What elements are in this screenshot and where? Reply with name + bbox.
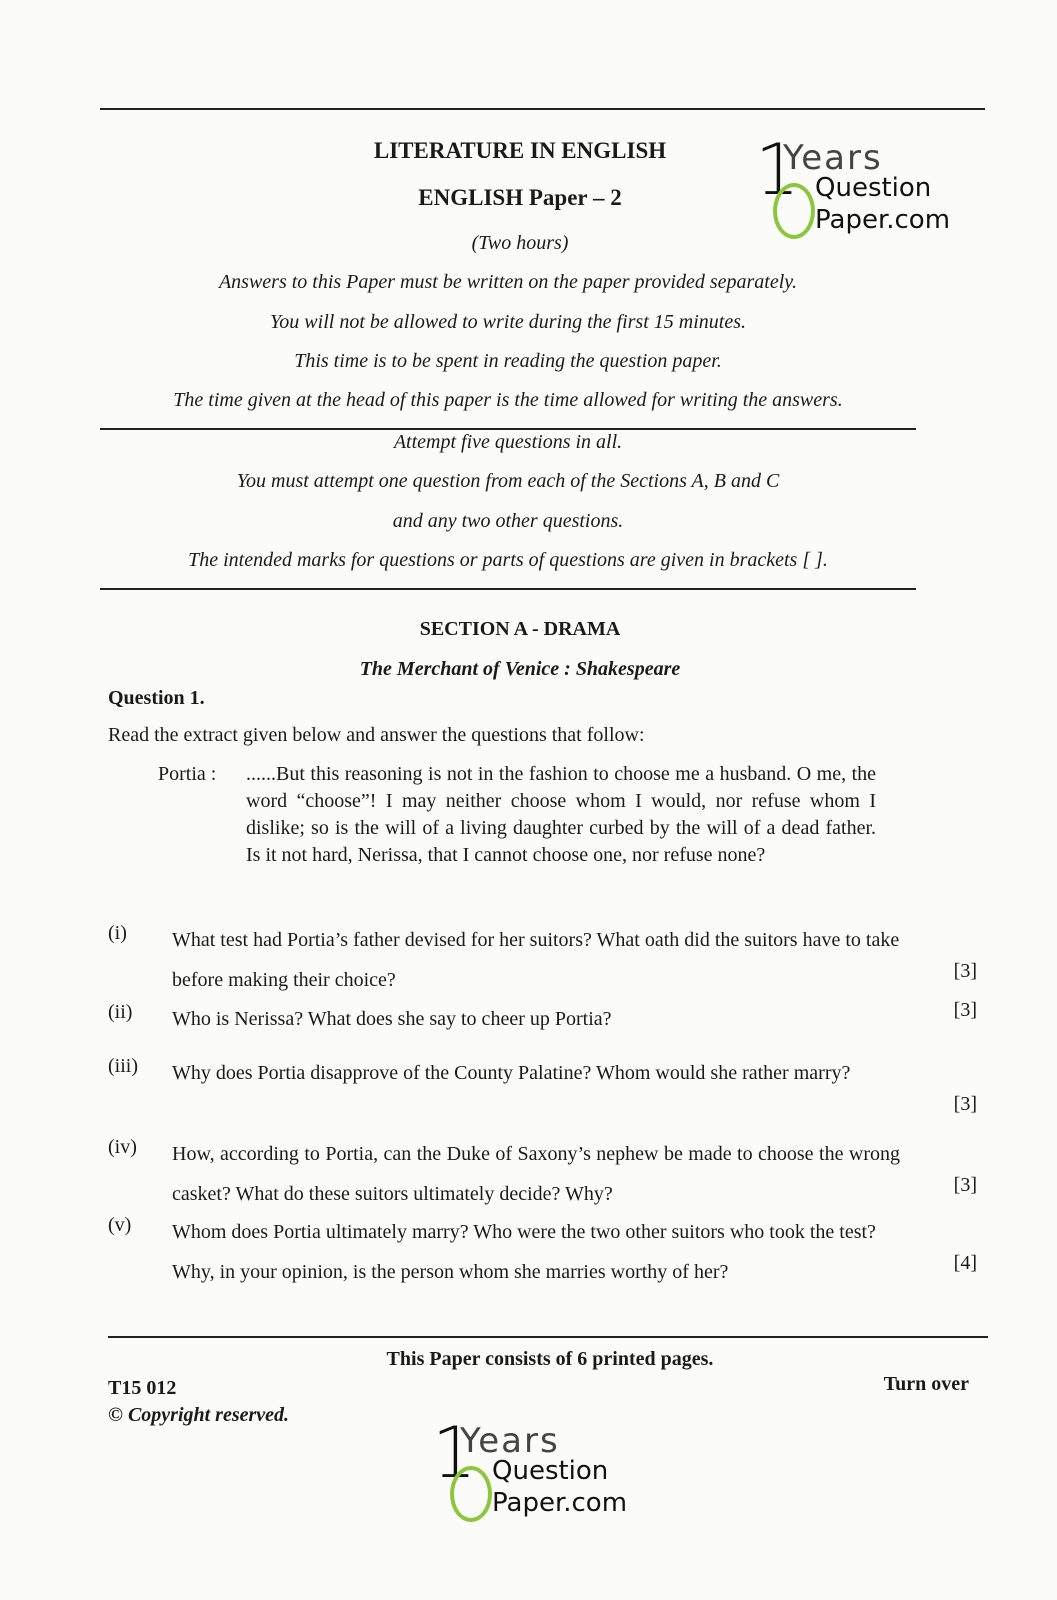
attempt-line: The intended marks for questions or parts of questions are given in brackets [ ].	[188, 549, 828, 571]
attempt-rule	[100, 588, 916, 590]
part-text: Why does Portia disapprove of the County Palatine? Whom would she rather marry?	[172, 1062, 851, 1084]
logo-ring-icon	[773, 183, 815, 239]
logo-question-text: Question	[492, 1456, 609, 1486]
part-marks: [3]	[953, 1174, 977, 1196]
paper-title: LITERATURE IN ENGLISH	[373, 138, 667, 163]
instruction-line: The time given at the head of this paper is the time allowed for writing the answers.	[173, 389, 843, 411]
paper-code: T15 012	[108, 1377, 177, 1399]
section-heading: SECTION A - DRAMA	[419, 618, 621, 640]
part-marks: [3]	[953, 999, 977, 1021]
logo-digit-one: 1	[432, 1412, 477, 1494]
extract-text: ......But this reasoning is not in the fashion to choose me a husband. O me, the word “choose”! I may neither choose whom I would, nor refuse whom I dislike; so is the will of a living daughter curbed by the will of a dead father. Is it not hard, Nerissa, that I cannot choose one, nor refuse none?	[246, 763, 876, 866]
instruction-line: Answers to this Paper must be written on the paper provided separately.	[218, 271, 798, 293]
part-number: (iii)	[108, 1055, 138, 1077]
part-number: (i)	[108, 922, 127, 944]
part-marks: [4]	[953, 1252, 977, 1274]
instruction-line: This time is to be spent in reading the question paper.	[294, 350, 722, 372]
site-logo-bottom	[432, 1412, 632, 1528]
attempt-line: You must attempt one question from each of the Sections A, B and C	[236, 470, 780, 492]
part-marks: [3]	[953, 960, 977, 982]
part-text: Who is Nerissa? What does she say to cheer up Portia?	[172, 1008, 612, 1030]
part-number: (ii)	[108, 1001, 133, 1023]
part-marks: [3]	[953, 1093, 977, 1115]
part-text: How, according to Portia, can the Duke of Saxony’s nephew be made to choose the wrong casket? What do these suitors ultimately decide? Why?	[172, 1143, 900, 1205]
logo-years-text: Years	[783, 138, 883, 178]
logo-paper-text: Paper.com	[815, 205, 951, 235]
part-text: What test had Portia’s father devised for her suitors? What oath did the suitors have to take before making their choice?	[172, 929, 900, 991]
logo-ring-icon	[450, 1466, 492, 1522]
logo-question-text: Question	[815, 173, 932, 203]
attempt-line: Attempt five questions in all.	[393, 431, 623, 453]
attempt-line: and any two other questions.	[392, 510, 624, 532]
top-rule	[100, 108, 985, 110]
question-intro: Read the extract given below and answer the questions that follow:	[108, 724, 645, 746]
extract-speaker: Portia :	[158, 763, 217, 785]
logo-digit-one: 1	[755, 129, 800, 211]
instructions-rule	[100, 428, 916, 430]
question-label: Question 1.	[108, 687, 205, 709]
page-count: This Paper consists of 6 printed pages.	[386, 1348, 714, 1370]
logo-years-text: Years	[460, 1421, 560, 1461]
part-number: (v)	[108, 1214, 132, 1236]
turn-over: Turn over	[883, 1373, 969, 1395]
paper-duration: (Two hours)	[471, 232, 569, 254]
logo-paper-text: Paper.com	[492, 1488, 628, 1518]
instruction-line: You will not be allowed to write during the first 15 minutes.	[270, 311, 746, 333]
site-logo-top	[755, 129, 955, 245]
footer-rule	[108, 1336, 988, 1338]
section-work: The Merchant of Venice : Shakespeare	[359, 658, 681, 680]
part-number: (iv)	[108, 1136, 137, 1158]
copyright: © Copyright reserved.	[108, 1404, 290, 1426]
paper-subtitle: ENGLISH Paper – 2	[418, 185, 622, 210]
part-text: Whom does Portia ultimately marry? Who were the two other suitors who took the test? Why, in your opinion, is the person whom she marries worthy of her?	[172, 1221, 876, 1283]
